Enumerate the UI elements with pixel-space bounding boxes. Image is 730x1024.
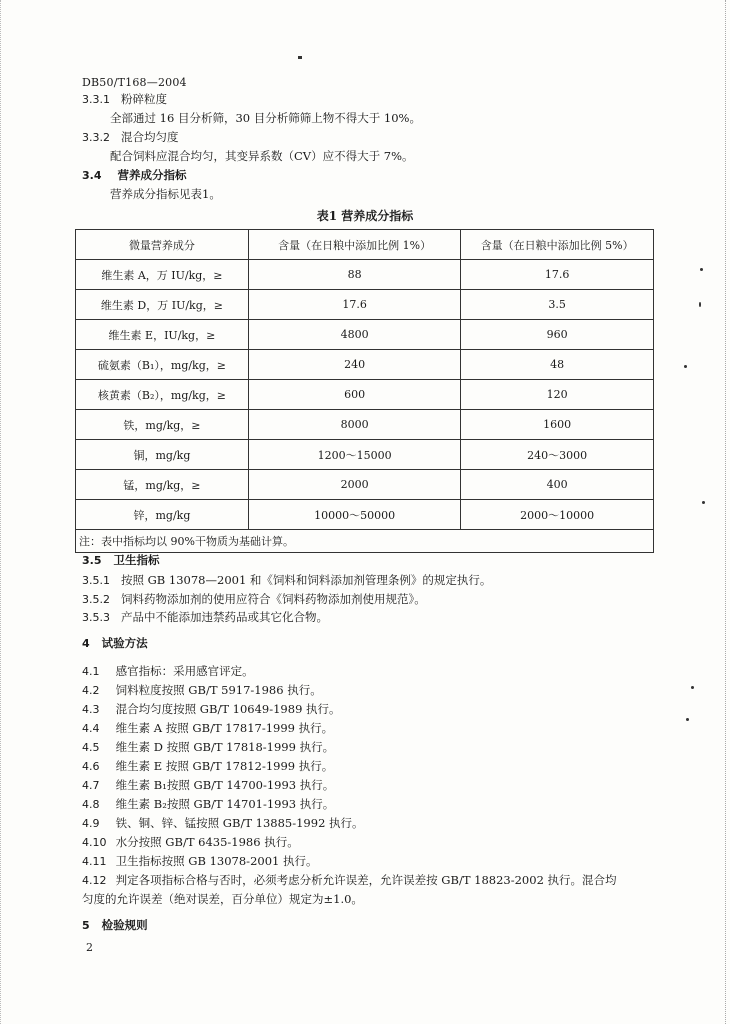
clause-4-9 [82,815,364,832]
table-cell: 240 [248,350,460,380]
clause-4-12-continued: 匀度的允许误差（绝对误差，百分单位）规定为±1.0。 [82,892,363,906]
scan-speck [686,718,689,721]
clause-text: 维生素 A 按照 GB/T 17817-1999 执行。 [115,721,334,735]
clause-text: 卫生指标按照 GB 13078-2001 执行。 [115,854,318,868]
clause-3-3-2-body: 配合饲料应混合均匀，其变异系数（CV）应不得大于 7%。 [110,149,414,163]
table-cell: 1200～15000 [248,440,460,470]
table-cell: 铜，mg/kg [76,440,249,470]
scan-speck [700,268,703,271]
clause-3-3-2 [82,129,178,146]
clause-4-10 [82,834,299,851]
table-cell: 17.6 [461,260,654,290]
table-cell: 8000 [248,410,460,440]
scan-edge-left [0,0,4,1024]
clause-number: 4.11 [82,855,107,868]
table-cell: 硫氨素（B₁），mg/kg，≥ [76,350,249,380]
table-header-cell: 含量（在日粮中添加比例 5%） [461,230,654,260]
table-header-cell: 含量（在日粮中添加比例 1%） [248,230,460,260]
clause-4-6 [82,758,333,775]
table-title: 表1 营养成分指标 [316,209,414,223]
clause-title: 混合均匀度 [120,130,179,144]
table-cell: 锌，mg/kg [76,500,249,530]
table-row [76,260,654,290]
table-note: 注：表中指标均以 90%干物质为基础计算。 [76,530,654,553]
table-cell: 960 [461,320,654,350]
section-title: 检验规则 [101,918,148,932]
clause-4-2 [82,682,322,699]
clause-number: 3.3.1 [82,93,110,106]
table-cell: 维生素 D，万 IU/kg，≥ [76,290,249,320]
clause-number: 4.8 [82,798,100,811]
table-row [76,440,654,470]
clause-number: 4.2 [82,684,100,697]
table-cell: 锰，mg/kg，≥ [76,470,249,500]
table-row [76,290,654,320]
clause-number: 3.5 [82,554,102,567]
table-header-cell: 微量营养成分 [76,230,249,260]
clause-3-5-3 [82,609,328,626]
table-row [76,350,654,380]
section-title: 试验方法 [101,636,148,650]
table-cell: 3.5 [461,290,654,320]
nutrient-table [75,229,654,553]
clause-text: 饲料药物添加剂的使用应符合《饲料药物添加剂使用规范》。 [120,592,426,606]
clause-text: 判定各项指标合格与否时，必须考虑分析允许误差，允许误差按 GB/T 18823-2002 执行。混合均 [115,873,617,887]
table-note-row [76,530,654,553]
clause-number: 4.10 [82,836,107,849]
table-row [76,410,654,440]
clause-3-4-body: 营养成分指标见表1。 [110,187,221,201]
clause-number: 4.1 [82,665,100,678]
table-cell: 17.6 [248,290,460,320]
clause-4-3 [82,701,341,718]
clause-4-5 [82,739,334,756]
clause-number: 3.5.3 [82,611,110,624]
scan-speck [298,56,302,59]
clause-text: 维生素 B₂按照 GB/T 14701-1993 执行。 [115,797,335,811]
table-cell: 240～3000 [461,440,654,470]
table-cell: 2000 [248,470,460,500]
clause-text: 感官指标：采用感官评定。 [115,664,254,678]
section-number: 5 [82,919,90,932]
scan-speck [691,686,694,689]
clause-3-5-1 [82,572,491,589]
table-cell: 2000～10000 [461,500,654,530]
table-cell: 铁，mg/kg，≥ [76,410,249,440]
table-cell: 核黄素（B₂），mg/kg，≥ [76,380,249,410]
clause-number: 4.4 [82,722,100,735]
clause-text: 混合均匀度按照 GB/T 10649-1989 执行。 [115,702,341,716]
table-cell: 4800 [248,320,460,350]
clause-number: 4.6 [82,760,100,773]
clause-number: 4.7 [82,779,100,792]
table-cell: 10000～50000 [248,500,460,530]
section-4-heading [82,635,148,652]
clause-3-4 [82,167,187,184]
scan-speck [702,501,705,504]
clause-3-5-2 [82,591,426,608]
section-5-heading [82,917,148,934]
clause-text: 饲料粒度按照 GB/T 5917-1986 执行。 [115,683,322,697]
clause-4-1 [82,663,254,680]
clause-number: 4.5 [82,741,100,754]
table-cell: 48 [461,350,654,380]
table-cell: 600 [248,380,460,410]
document-code-header: DB50/T168—2004 [82,76,187,89]
clause-4-8 [82,796,334,813]
table-cell: 维生素 E，IU/kg，≥ [76,320,249,350]
clause-title: 卫生指标 [113,553,160,567]
clause-text: 水分按照 GB/T 6435-1986 执行。 [115,835,299,849]
clause-4-11 [82,853,318,870]
clause-number: 3.5.2 [82,593,110,606]
clause-number: 3.5.1 [82,574,110,587]
page-number: 2 [86,941,93,954]
table-cell: 维生素 A，万 IU/kg，≥ [76,260,249,290]
section-number: 4 [82,637,90,650]
table-row [76,470,654,500]
table-cell: 400 [461,470,654,500]
scan-speck [699,302,701,307]
clause-title: 粉碎粒度 [120,92,167,106]
clause-title: 营养成分指标 [117,168,187,182]
clause-number: 3.3.2 [82,131,110,144]
table-header-row [76,230,654,260]
clause-3-5 [82,552,160,569]
table-row [76,380,654,410]
clause-text: 维生素 B₁按照 GB/T 14700-1993 执行。 [115,778,335,792]
table-cell: 120 [461,380,654,410]
clause-number: 4.3 [82,703,100,716]
clause-4-7 [82,777,334,794]
table-row [76,320,654,350]
clause-text: 铁、铜、锌、锰按照 GB/T 13885-1992 执行。 [115,816,364,830]
clause-4-12 [82,872,617,889]
clause-text: 维生素 D 按照 GB/T 17818-1999 执行。 [115,740,335,754]
clause-text: 产品中不能添加违禁药品或其它化合物。 [120,610,328,624]
clause-3-3-1-body: 全部通过 16 目分析筛，30 目分析筛筛上物不得大于 10%。 [110,111,421,125]
clause-4-4 [82,720,333,737]
clause-number: 4.12 [82,874,107,887]
clause-number: 4.9 [82,817,100,830]
clause-text: 按照 GB 13078—2001 和《饲料和饲料添加剂管理条例》的规定执行。 [120,573,492,587]
clause-3-3-1 [82,91,167,108]
table-cell: 1600 [461,410,654,440]
clause-number: 3.4 [82,169,102,182]
table-row [76,500,654,530]
scan-edge-right [723,0,726,1024]
clause-text: 维生素 E 按照 GB/T 17812-1999 执行。 [115,759,334,773]
scan-speck [684,365,687,368]
table-cell: 88 [248,260,460,290]
